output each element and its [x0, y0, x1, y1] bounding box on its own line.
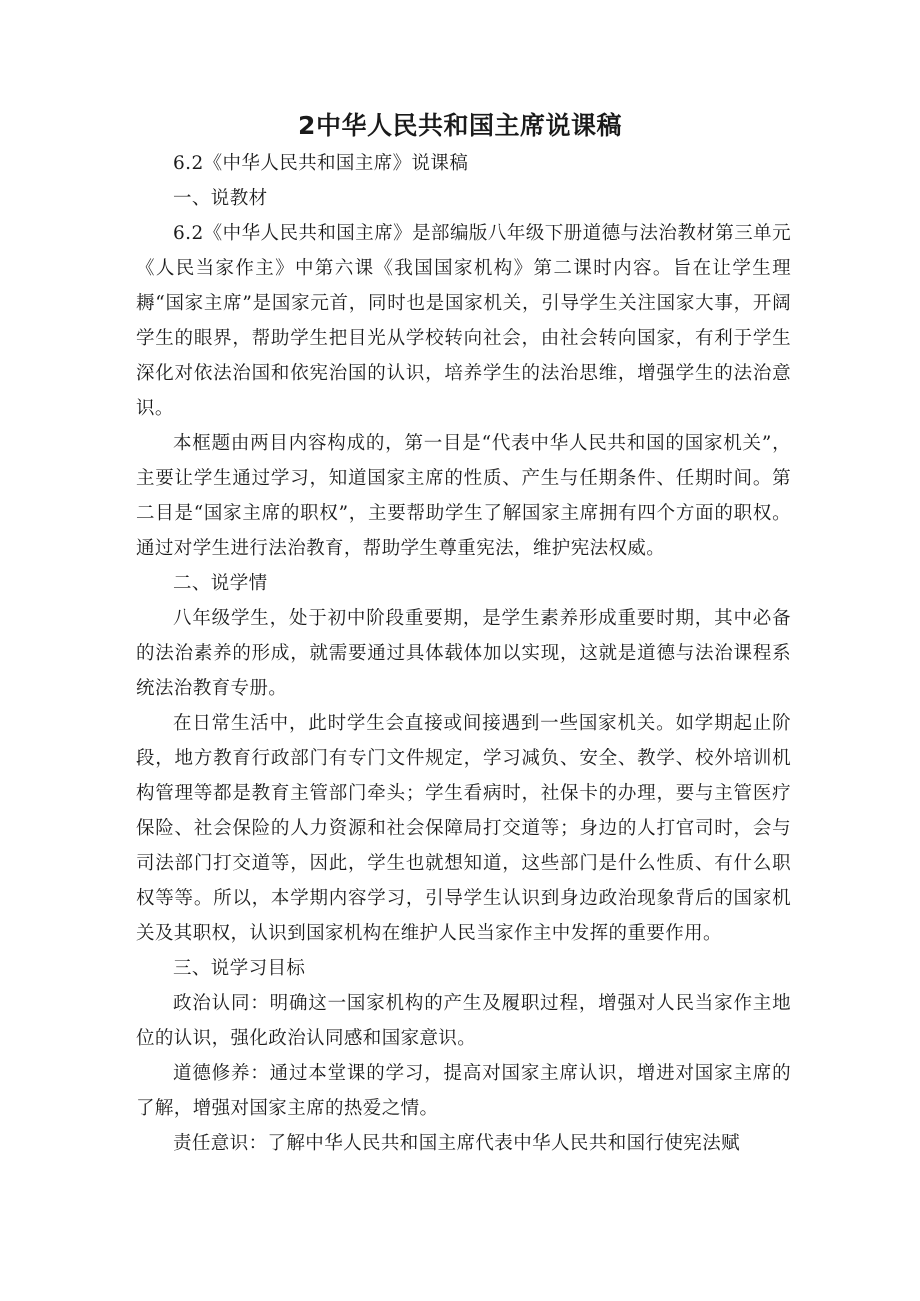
section-heading-objectives: 三、说学习目标 — [173, 958, 306, 979]
paragraph: 政治认同：明确这一国家机构的产生及履职过程，增强对人民当家作主地位的认识，强化政治认同感和国家意识。 — [136, 993, 791, 1049]
section-heading-textbook: 一、说教材 — [173, 188, 268, 209]
document-body — [136, 146, 791, 1161]
paragraph: 本框题由两目内容构成的，第一目是“代表中华人民共和国的国家机关”，主要让学生通过学习，知道国家主席的性质、产生与任期条件、任期时间。第二目是“国家主席的职权”，主要帮助学生了解国家主席拥有四个方面的职权。通过对学生进行法治教育，帮助学生尊重宪法，维护宪法权威。 — [136, 433, 791, 559]
paragraph: 责任意识：了解中华人民共和国主席代表中华人民共和国行使宪法赋 — [173, 1133, 741, 1154]
paragraph: 道德修养：通过本堂课的学习，提高对国家主席认识，增进对国家主席的了解，增强对国家主席的热爱之情。 — [136, 1063, 791, 1119]
paragraph-subtitle: 6.2《中华人民共和国主席》说课稿 — [173, 153, 469, 174]
paragraph: 在日常生活中，此时学生会直接或间接遇到一些国家机关。如学期起止阶段，地方教育行政部门有专门文件规定，学习减负、安全、教学、校外培训机构管理等都是教育主管部门牵头；学生看病时，社保卡的办理，要与主管医疗保险、社会保险的人力资源和社会保障局打交道等；身边的人打官司时，会与司法部门打交道等，因此，学生也就想知道，这些部门是什么性质、有什么职权等等。所以，本学期内容学习，引导学生认识到身边政治现象背后的国家机关及其职权，认识到国家机构在维护人民当家作主中发挥的重要作用。 — [136, 713, 791, 944]
paragraph: 6.2《中华人民共和国主席》是部编版八年级下册道德与法治教材第三单元《人民当家作主》中第六课《我国国家机构》第二课时内容。旨在让学生理耨“国家主席”是国家元首，同时也是国家机关，引导学生关注国家大事，开阔学生的眼界，帮助学生把目光从学校转向社会，由社会转向国家，有利于学生深化对依法治国和依宪治国的认识，培养学生的法治思维，增强学生的法治意识。 — [136, 223, 791, 419]
section-heading-students: 二、说学情 — [173, 573, 268, 594]
document-title: 2中华人民共和国主席说课稿 — [298, 111, 622, 140]
paragraph: 八年级学生，处于初中阶段重要期，是学生素养形成重要时期，其中必备的法治素养的形成，就需要通过具体载体加以实现，这就是道德与法治课程系统法治教育专册。 — [136, 608, 791, 699]
